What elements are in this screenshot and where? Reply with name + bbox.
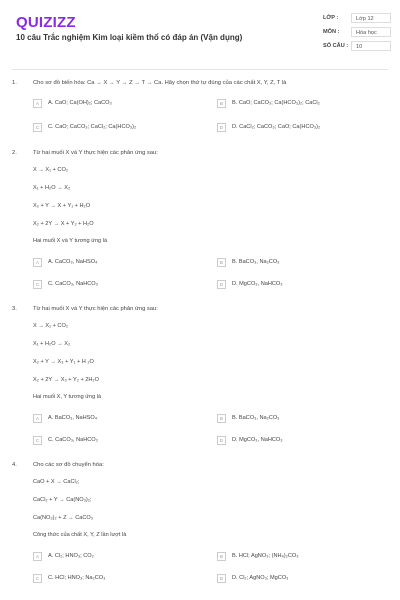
question-2 <box>12 150 388 295</box>
reaction-line: X → X₁ + CO₂ <box>33 167 68 173</box>
option-letter-box: A <box>33 552 42 561</box>
option-letter-box: D <box>217 280 226 289</box>
option-d[interactable] <box>217 279 283 289</box>
option-letter-box: A <box>33 414 42 423</box>
reaction-line: X₁ + H₂O → X₂ <box>33 341 71 347</box>
option-text: C. HCl; HNO₃; Na₂CO₃ <box>48 575 106 581</box>
meta-label: LỚP : <box>323 15 339 21</box>
option-b[interactable] <box>217 98 320 108</box>
option-b[interactable] <box>217 413 279 423</box>
reaction-line: X → X₁ + CO₂ <box>33 323 68 329</box>
option-text: D. CaCl₂; CaCO₃; CaO; Ca(HCO₃)₂ <box>232 124 321 130</box>
meta-label: SỐ CÂU : <box>323 43 349 49</box>
meta-row-class <box>323 13 391 23</box>
reaction-line: CaCl₂ + Y → Ca(NO₃)₂; <box>33 497 92 503</box>
option-c[interactable] <box>33 573 105 583</box>
question-prompt: Hai muối X, Y tương ứng là <box>33 394 102 400</box>
reaction-line: X₂ + 2Y → X + Y₂ + H₂O <box>33 221 94 227</box>
option-text: C. CaO; CaCO₃; CaCl₂; Ca(HCO₃)₂ <box>48 124 137 130</box>
meta-row-count <box>323 41 391 51</box>
reaction-line: CaO + X → CaCl₂; <box>33 479 80 485</box>
question-text: Cho sơ đồ biến hóa: Ca → X → Y → Z → T → Ca. Hãy chọn thứ tự đúng của các chất X, Y, Z, T là <box>33 80 287 86</box>
option-letter-box: B <box>217 258 226 267</box>
meta-value: Lớp 12 <box>351 13 391 23</box>
option-text: B. HCl; AgNO₃; (NH₄)₂CO₃ <box>232 553 299 559</box>
meta-label: MÔN : <box>323 29 340 35</box>
option-c[interactable] <box>33 122 136 132</box>
option-b[interactable] <box>217 257 279 267</box>
option-text: A. CaO; Ca(OH)₂; CaCO₃ <box>48 100 112 106</box>
option-d[interactable] <box>217 122 320 132</box>
option-d[interactable] <box>217 435 283 445</box>
option-letter-box: B <box>217 99 226 108</box>
option-letter-box: D <box>217 436 226 445</box>
question-number: 2. <box>12 150 17 156</box>
question-1 <box>12 80 388 140</box>
option-text: D. Cl₂; AgNO₃; MgCO₃ <box>232 575 289 581</box>
option-text: A. BaCO₃, NaHSO₄ <box>48 415 98 421</box>
reaction-line: X₂ + Y → X + Y₁ + H₂O <box>33 203 91 209</box>
option-text: B. CaO; CaCO₃; Ca(HCO₃)₂; CaCl₂ <box>232 100 320 106</box>
header-divider <box>12 69 388 70</box>
question-text: Từ hai muối X và Y thực hiện các phản ứng sau: <box>33 306 158 312</box>
meta-row-subject <box>323 27 391 37</box>
question-4 <box>12 462 388 587</box>
option-text: A. Cl₂; HNO₃; CO₂ <box>48 553 94 559</box>
meta-value: 10 <box>351 41 391 51</box>
option-a[interactable] <box>33 551 94 561</box>
option-letter-box: C <box>33 123 42 132</box>
question-number: 3. <box>12 306 17 312</box>
question-prompt: Công thức của chất X, Y, Z lần lượt là <box>33 532 127 538</box>
option-a[interactable] <box>33 413 97 423</box>
question-text: Từ hai muối X và Y thực hiện các phản ứng sau: <box>33 150 158 156</box>
question-prompt: Hai muối X và Y tương ứng là <box>33 238 108 244</box>
question-number: 4. <box>12 462 17 468</box>
option-letter-box: A <box>33 258 42 267</box>
option-letter-box: A <box>33 99 42 108</box>
question-3 <box>12 306 388 451</box>
option-text: C. CaCO₃, NaHCO₃ <box>48 437 98 443</box>
option-letter-box: C <box>33 574 42 583</box>
option-text: C. CaCO₃, NaHCO₃ <box>48 281 98 287</box>
option-letter-box: C <box>33 280 42 289</box>
option-text: D. MgCO₃, NaHCO₃ <box>232 281 283 287</box>
option-letter-box: C <box>33 436 42 445</box>
reaction-line: X₂ + Y → X₃ + Y₁ + H ₂O <box>33 359 94 365</box>
reaction-line: X₁ + H₂O → X₂ <box>33 185 71 191</box>
option-c[interactable] <box>33 435 98 445</box>
option-c[interactable] <box>33 279 98 289</box>
option-text: D. MgCO₃, NaHCO₃ <box>232 437 283 443</box>
meta-panel <box>323 13 391 55</box>
question-number: 1. <box>12 80 17 86</box>
reaction-line: X₂ + 2Y → X₃ + Y₂ + 2H₂O <box>33 377 99 383</box>
brand-logo: QUIZIZZ <box>16 14 76 31</box>
option-text: B. BaCO₃, Na₂CO₃ <box>232 259 280 265</box>
meta-value: Hóa học <box>351 27 391 37</box>
option-letter-box: B <box>217 552 226 561</box>
page-title: 10 câu Trắc nghiệm Kim loại kiềm thổ có đáp án (Vận dụng) <box>16 33 243 42</box>
option-letter-box: D <box>217 574 226 583</box>
option-d[interactable] <box>217 573 288 583</box>
option-a[interactable] <box>33 98 112 108</box>
option-text: A. CaCO₃, NaHSO₄ <box>48 259 98 265</box>
question-text: Cho các sơ đồ chuyển hóa: <box>33 462 104 468</box>
option-a[interactable] <box>33 257 97 267</box>
reaction-line: Ca(NO₃)₂ + Z → CaCO₃ <box>33 515 94 521</box>
option-letter-box: B <box>217 414 226 423</box>
option-letter-box: D <box>217 123 226 132</box>
option-b[interactable] <box>217 551 299 561</box>
option-text: B. BaCO₃, Na₂CO₃ <box>232 415 280 421</box>
